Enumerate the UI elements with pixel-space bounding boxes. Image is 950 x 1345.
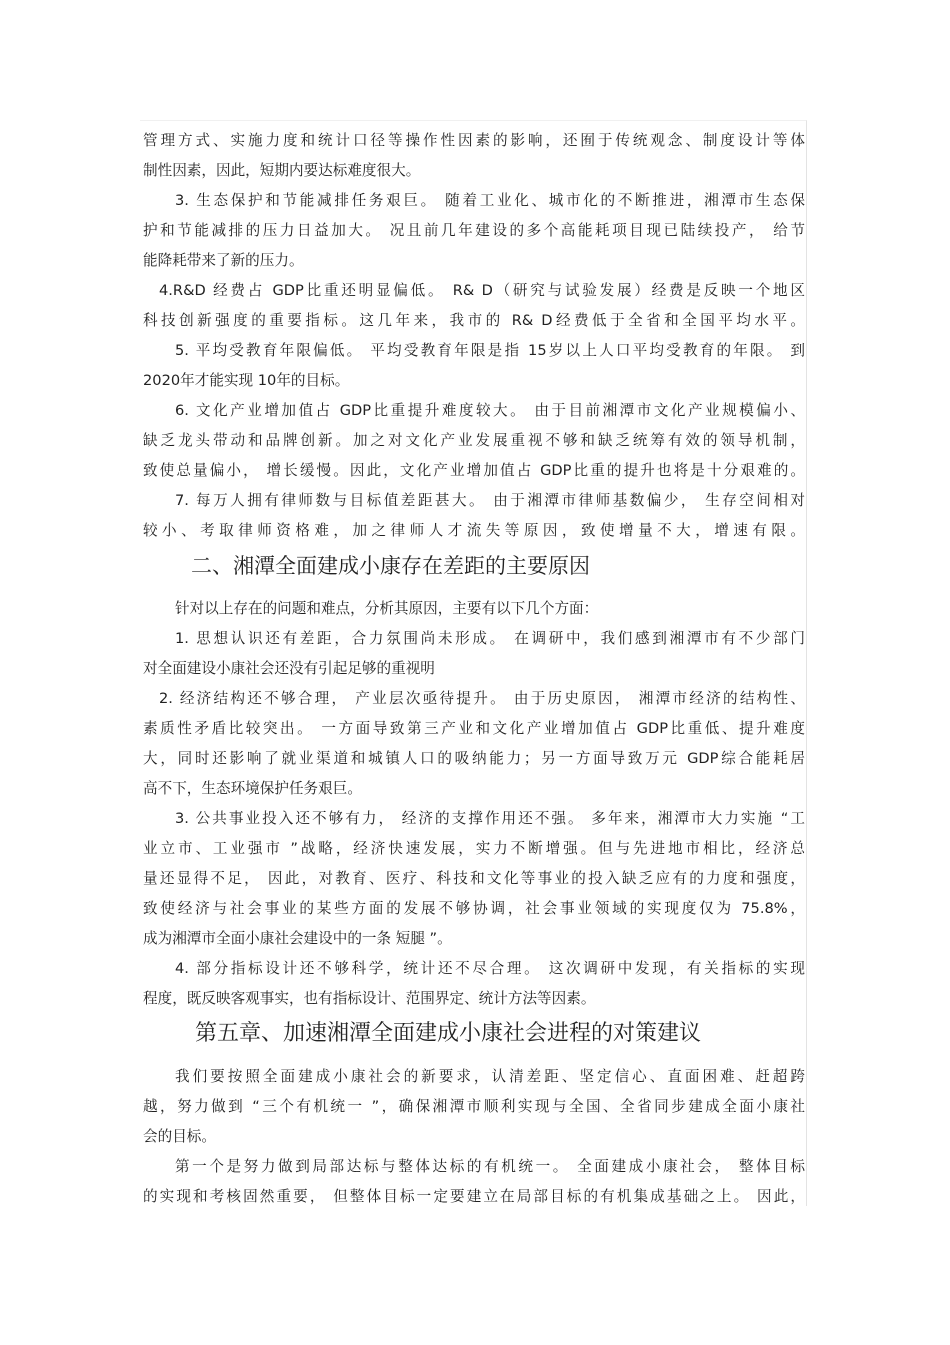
text-line: 会的目标。 (143, 1128, 216, 1145)
text-line: 我们要按照全面建成小康社会的新要求，认清差距、坚定信心、直面困难、赶超跨 (175, 1068, 805, 1085)
text-line: 成为湘潭市全面小康社会建设中的一条 短腿 ”。 (143, 930, 452, 947)
text-line: 针对以上存在的问题和难点，分析其原因，主要有以下几个方面： (175, 600, 599, 617)
text-line: 缺乏龙头带动和品牌创新。加之对文化产业发展重视不够和缺乏统筹有效的领导机制， (143, 432, 805, 449)
text-line: 量还显得不足， 因此，对教育、医疗、科技和文化等事业的投入缺乏应有的力度和强度， (143, 870, 805, 887)
text-line: 4.R&D 经费占 GDP比重还明显偏低。 R& D（研究与试验发展）经费是反映一个地区 (159, 282, 805, 299)
text-line: 3. 公共事业投入还不够有力， 经济的支撑作用还不强。 多年来，湘潭市大力实施 “工 (175, 810, 805, 827)
text-line: 科技创新强度的重要指标。这几年来，我市的 R& D经费低于全省和全国平均水平。 (143, 312, 805, 329)
text-line: 2. 经济结构还不够合理， 产业层次亟待提升。 由于历史原因， 湘潭市经济的结构性、 (159, 690, 805, 707)
text-line: 对全面建设小康社会还没有引起足够的重视明 (143, 660, 435, 677)
text-line: 2020年才能实现 10年的目标。 (143, 372, 350, 389)
text-line: 3. 生态保护和节能减排任务艰巨。 随着工业化、城市化的不断推进，湘潭市生态保 (175, 192, 805, 209)
text-line: 4. 部分指标设计还不够科学，统计还不尽合理。 这次调研中发现，有关指标的实现 (175, 960, 805, 977)
text-line: 管理方式、实施力度和统计口径等操作性因素的影响，还囿于传统观念、制度设计等体 (143, 132, 805, 149)
text-line: 高不下，生态环境保护任务艰巨。 (143, 780, 362, 797)
text-line: 致使总量偏小， 增长缓慢。因此，文化产业增加值占 GDP比重的提升也将是十分艰难的。 (143, 462, 805, 479)
text-line: 制性因素，因此，短期内要达标难度很大。 (143, 162, 421, 179)
section-heading: 二、湘潭全面建成小康存在差距的主要原因 (191, 554, 590, 578)
text-line: 业立市、工业强市 ”战略，经济快速发展，实力不断增强。但与先进地市相比，经济总 (143, 840, 805, 857)
text-line: 的实现和考核固然重要， 但整体目标一定要建立在局部目标的有机集成基础之上。 因此， (143, 1188, 805, 1205)
text-line: 5. 平均受教育年限偏低。 平均受教育年限是指 15岁以上人口平均受教育的年限。 到 (175, 342, 805, 359)
text-line: 护和节能减排的压力日益加大。 况且前几年建设的多个高能耗项目现已陆续投产， 给节 (143, 222, 805, 239)
text-line: 越，努力做到 “三个有机统一 ”，确保湘潭市顺利实现与全国、全省同步建成全面小康社 (143, 1098, 805, 1115)
text-line: 素质性矛盾比较突出。 一方面导致第三产业和文化产业增加值占 GDP比重低、提升难度 (143, 720, 805, 737)
document-body (143, 126, 805, 1212)
text-line: 大，同时还影响了就业渠道和城镇人口的吸纳能力；另一方面导致万元 GDP综合能耗居 (143, 750, 805, 767)
text-line: 第一个是努力做到局部达标与整体达标的有机统一。 全面建成小康社会， 整体目标 (175, 1158, 805, 1175)
text-line: 较小、考取律师资格难，加之律师人才流失等原因，致使增量不大，增速有限。 (143, 522, 805, 539)
text-line: 7. 每万人拥有律师数与目标值差距甚大。 由于湘潭市律师基数偏少， 生存空间相对 (175, 492, 805, 509)
text-line: 能降耗带来了新的压力。 (143, 252, 304, 269)
text-line: 程度，既反映客观事实，也有指标设计、范围界定、统计方法等因素。 (143, 990, 596, 1007)
text-line: 1. 思想认识还有差距，合力氛围尚未形成。 在调研中，我们感到湘潭市有不少部门 (175, 630, 805, 647)
text-line: 6. 文化产业增加值占 GDP比重提升难度较大。 由于目前湘潭市文化产业规模偏小、 (175, 402, 805, 419)
chapter-heading: 第五章、加速湘潭全面建成小康社会进程的对策建议 (195, 1021, 702, 1046)
text-line: 致使经济与社会事业的某些方面的发展不够协调，社会事业领域的实现度仅为 75.8%， (143, 900, 805, 917)
